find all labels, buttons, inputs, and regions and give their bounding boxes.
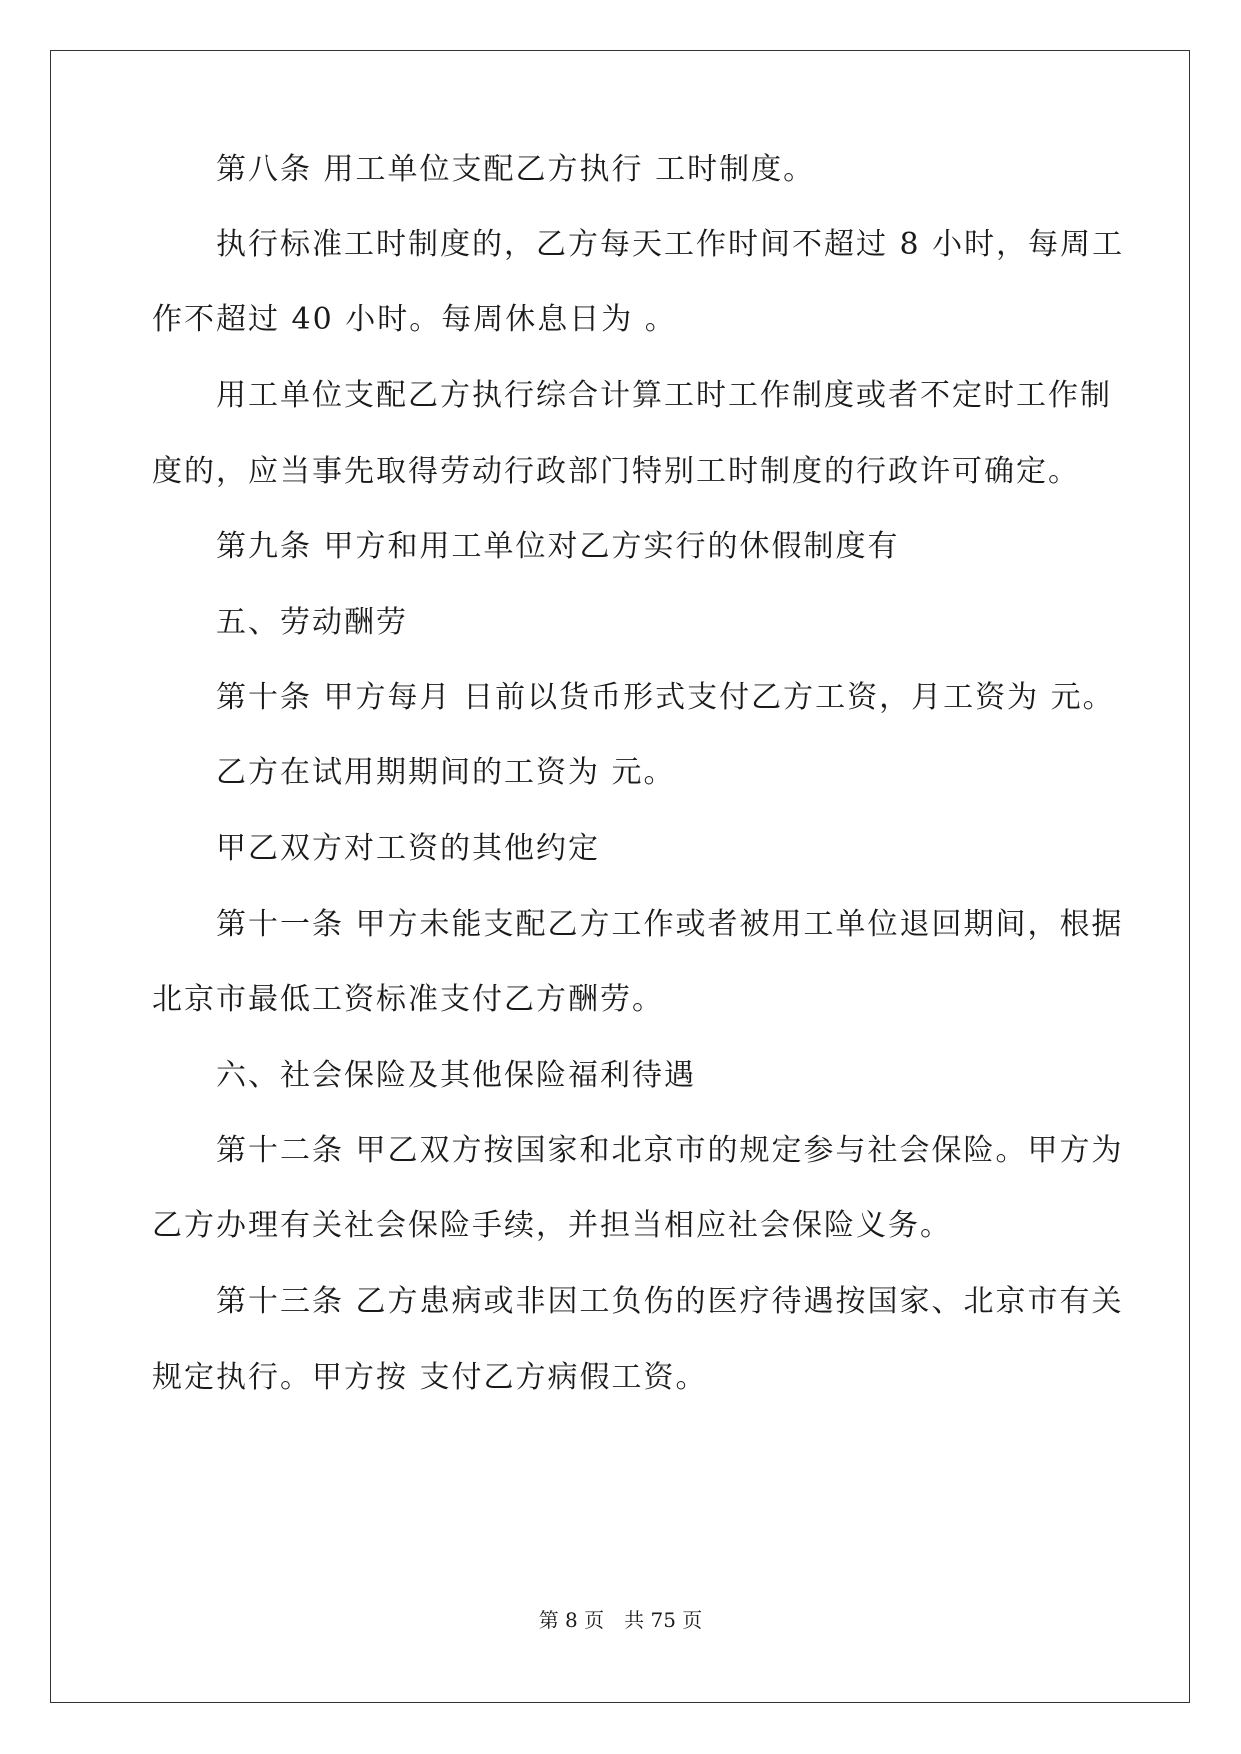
text-line: 作不超过 40 小时。每周休息日为 。 <box>152 302 677 337</box>
text-line: 乙方在试用期期间的工资为 元。 <box>152 755 676 790</box>
text-line: 第十三条 乙方患病或非因工负伤的医疗待遇按国家、北京市有关 <box>152 1284 1124 1319</box>
section-heading: 六、社会保险及其他保险福利待遇 <box>152 1058 696 1093</box>
text-line: 度的，应当事先取得劳动行政部门特别工时制度的行政许可确定。 <box>152 454 1080 489</box>
page-border <box>50 50 1190 1703</box>
text-line: 第八条 用工单位支配乙方执行 工时制度。 <box>152 152 816 187</box>
text-line: 第十一条 甲方未能支配乙方工作或者被用工单位退回期间，根据 <box>152 907 1124 942</box>
text-line: 规定执行。甲方按 支付乙方病假工资。 <box>152 1360 708 1395</box>
text-line: 第十条 甲方每月 日前以货币形式支付乙方工资，月工资为 元。 <box>152 680 1115 715</box>
text-line: 执行标准工时制度的，乙方每天工作时间不超过 8 小时，每周工 <box>152 227 1125 262</box>
text-line: 北京市最低工资标准支付乙方酬劳。 <box>152 982 664 1017</box>
text-line: 甲乙双方对工资的其他约定 <box>152 831 600 866</box>
text-line: 第九条 甲方和用工单位对乙方实行的休假制度有 <box>152 529 900 564</box>
text-line: 用工单位支配乙方执行综合计算工时工作制度或者不定时工作制 <box>152 378 1112 413</box>
section-heading: 五、劳动酬劳 <box>152 605 408 640</box>
text-line: 乙方办理有关社会保险手续，并担当相应社会保险义务。 <box>152 1208 952 1243</box>
text-line: 第十二条 甲乙双方按国家和北京市的规定参与社会保险。甲方为 <box>152 1133 1124 1168</box>
page-number-footer: 第 8 页 共 75 页 <box>538 1608 703 1632</box>
